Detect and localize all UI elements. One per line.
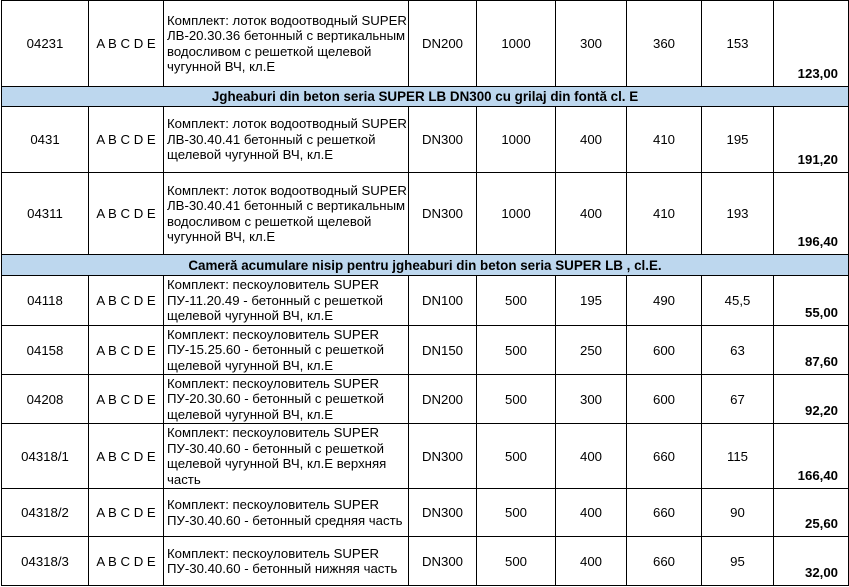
price-value: 55,00 (774, 276, 849, 326)
width-value: 300 (556, 1, 627, 87)
product-code: 0431 (2, 107, 89, 173)
section-header (2, 87, 849, 107)
load-classes: A B C D E (89, 424, 164, 489)
product-description: Комплект: лоток водоотводный SUPER ЛВ-20.30.36 бетонный с вертикальным водосливом с решеткой щелевой чугунной ВЧ, кл.Е (164, 1, 409, 87)
height-value: 660 (627, 489, 702, 537)
table-row (2, 107, 849, 173)
height-value: 360 (627, 1, 702, 87)
section-title: Jgheaburi din beton seria SUPER LB DN300 cu grilaj din fontă cl. E (2, 87, 849, 107)
product-description: Комплект: пескоуловитель SUPER ПУ-30.40.60 - бетонный средняя часть (164, 489, 409, 537)
product-code: 04118 (2, 276, 89, 326)
price-value: 92,20 (774, 375, 849, 424)
height-value: 410 (627, 173, 702, 255)
height-value: 490 (627, 276, 702, 326)
product-description: Комплект: лоток водоотводный SUPER ЛВ-30.40.41 бетонный с вертикальным водосливом с решеткой щелевой чугунной ВЧ, кл.Е (164, 173, 409, 255)
weight-value: 63 (702, 326, 774, 375)
weight-value: 67 (702, 375, 774, 424)
load-classes: A B C D E (89, 489, 164, 537)
load-classes: A B C D E (89, 537, 164, 586)
table-row (2, 537, 849, 586)
nominal-diameter: DN300 (409, 424, 477, 489)
price-value: 166,40 (774, 424, 849, 489)
nominal-diameter: DN300 (409, 537, 477, 586)
height-value: 410 (627, 107, 702, 173)
product-code: 04231 (2, 1, 89, 87)
product-code: 04318/2 (2, 489, 89, 537)
product-description: Комплект: лоток водоотводный SUPER ЛВ-30.40.41 бетонный с решеткой щелевой чугунной ВЧ, кл.Е (164, 107, 409, 173)
table-row (2, 489, 849, 537)
nominal-diameter: DN100 (409, 276, 477, 326)
nominal-diameter: DN300 (409, 107, 477, 173)
length-value: 500 (477, 537, 556, 586)
price-value: 25,60 (774, 489, 849, 537)
load-classes: A B C D E (89, 107, 164, 173)
load-classes: A B C D E (89, 1, 164, 87)
length-value: 500 (477, 276, 556, 326)
price-value: 191,20 (774, 107, 849, 173)
price-value: 87,60 (774, 326, 849, 375)
price-value: 123,00 (774, 1, 849, 87)
weight-value: 45,5 (702, 276, 774, 326)
nominal-diameter: DN300 (409, 173, 477, 255)
length-value: 500 (477, 375, 556, 424)
nominal-diameter: DN200 (409, 375, 477, 424)
table-row (2, 1, 849, 87)
product-description: Комплект: пескоуловитель SUPER ПУ-20.30.60 - бетонный с решеткой щелевой чугунной ВЧ, кл.Е (164, 375, 409, 424)
width-value: 400 (556, 424, 627, 489)
table-row (2, 375, 849, 424)
section-header (2, 255, 849, 276)
load-classes: A B C D E (89, 173, 164, 255)
weight-value: 90 (702, 489, 774, 537)
nominal-diameter: DN150 (409, 326, 477, 375)
table-row (2, 326, 849, 375)
product-description: Комплект: пескоуловитель SUPER ПУ-11.20.49 - бетонный с решеткой щелевой чугунной ВЧ, кл.Е (164, 276, 409, 326)
price-value: 32,00 (774, 537, 849, 586)
product-code: 04318/1 (2, 424, 89, 489)
height-value: 660 (627, 537, 702, 586)
table-row (2, 276, 849, 326)
width-value: 250 (556, 326, 627, 375)
width-value: 400 (556, 173, 627, 255)
length-value: 500 (477, 424, 556, 489)
height-value: 600 (627, 326, 702, 375)
weight-value: 95 (702, 537, 774, 586)
width-value: 400 (556, 107, 627, 173)
price-table (1, 0, 849, 586)
load-classes: A B C D E (89, 375, 164, 424)
price-value: 196,40 (774, 173, 849, 255)
product-code: 04208 (2, 375, 89, 424)
product-description: Комплект: пескоуловитель SUPER ПУ-30.40.60 - бетонный с решеткой щелевой чугунной ВЧ, кл.Е верхняя часть (164, 424, 409, 489)
height-value: 600 (627, 375, 702, 424)
product-code: 04158 (2, 326, 89, 375)
weight-value: 115 (702, 424, 774, 489)
weight-value: 193 (702, 173, 774, 255)
nominal-diameter: DN200 (409, 1, 477, 87)
width-value: 195 (556, 276, 627, 326)
length-value: 1000 (477, 1, 556, 87)
table-row (2, 173, 849, 255)
length-value: 500 (477, 326, 556, 375)
nominal-diameter: DN300 (409, 489, 477, 537)
width-value: 400 (556, 489, 627, 537)
weight-value: 153 (702, 1, 774, 87)
length-value: 1000 (477, 173, 556, 255)
product-code: 04318/3 (2, 537, 89, 586)
length-value: 1000 (477, 107, 556, 173)
length-value: 500 (477, 489, 556, 537)
load-classes: A B C D E (89, 326, 164, 375)
width-value: 400 (556, 537, 627, 586)
height-value: 660 (627, 424, 702, 489)
width-value: 300 (556, 375, 627, 424)
load-classes: A B C D E (89, 276, 164, 326)
section-title: Cameră acumulare nisip pentru jgheaburi din beton seria SUPER LB , cl.E. (2, 255, 849, 276)
weight-value: 195 (702, 107, 774, 173)
product-description: Комплект: пескоуловитель SUPER ПУ-30.40.60 - бетонный нижняя часть (164, 537, 409, 586)
product-description: Комплект: пескоуловитель SUPER ПУ-15.25.60 - бетонный с решеткой щелевой чугунной ВЧ, кл.Е (164, 326, 409, 375)
product-code: 04311 (2, 173, 89, 255)
table-row (2, 424, 849, 489)
